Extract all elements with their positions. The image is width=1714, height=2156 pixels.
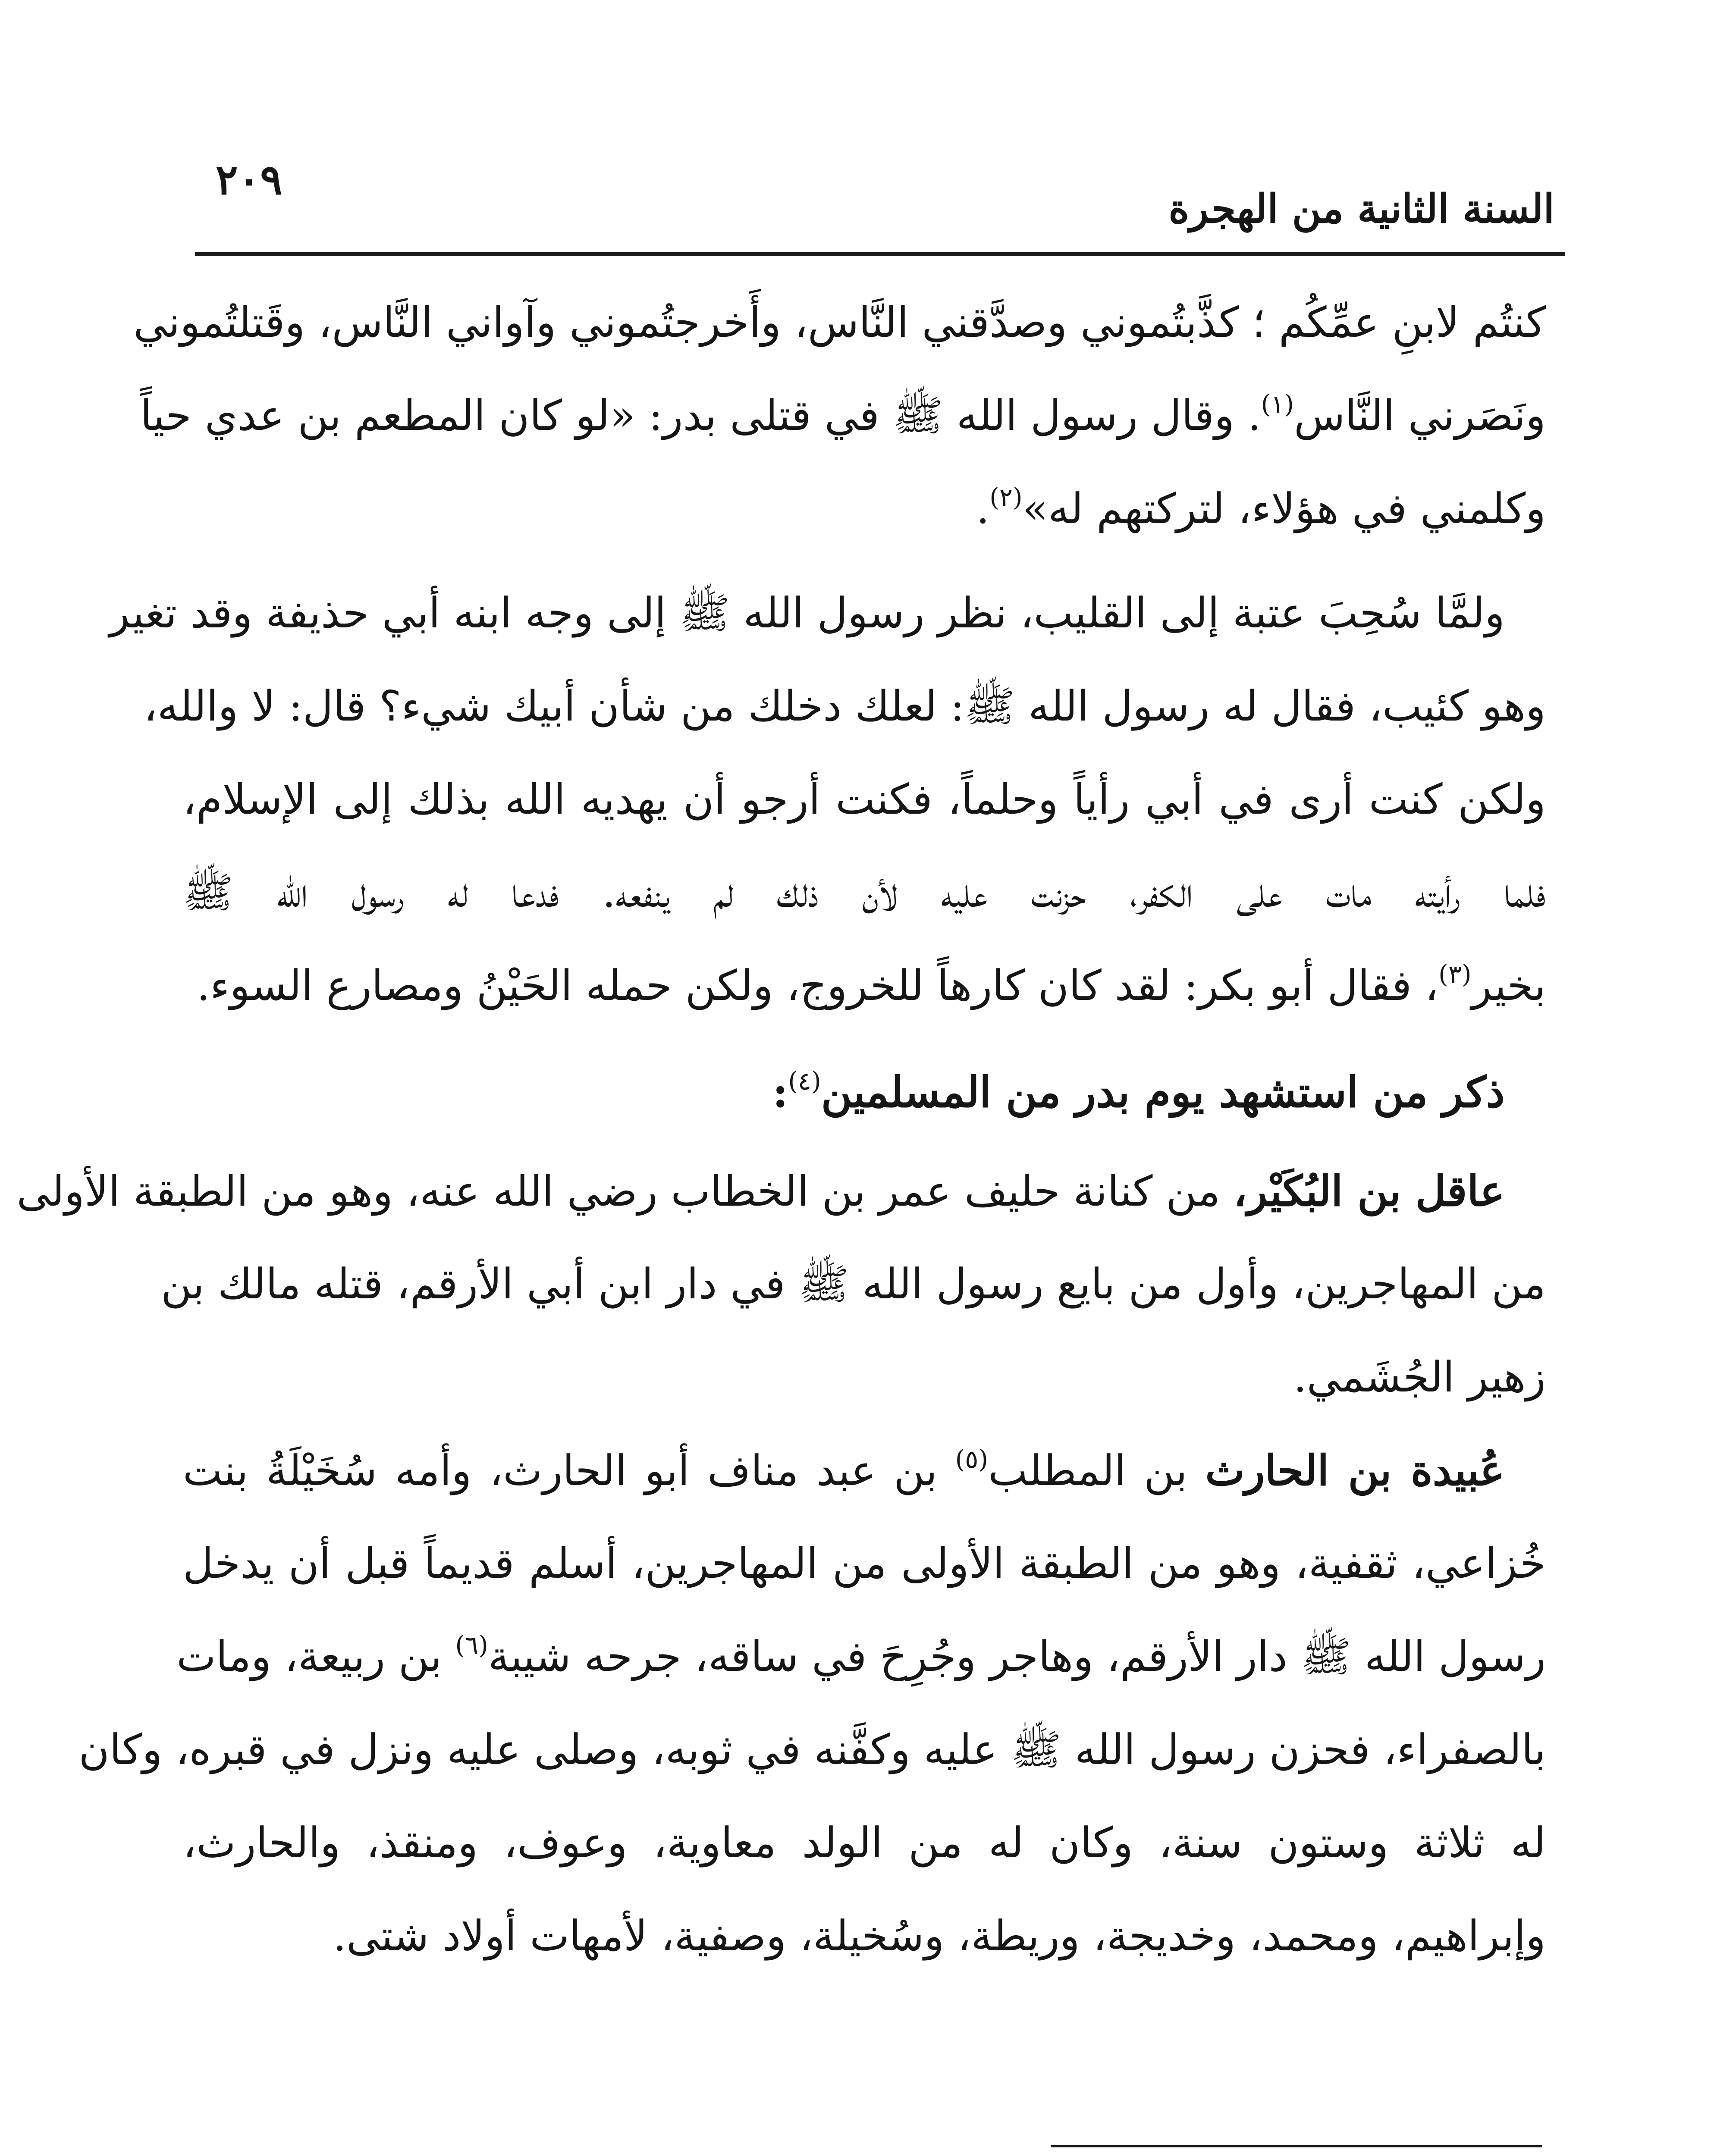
section-heading [183, 1041, 1546, 1144]
paragraph-3-line-3: زهير الجُشَمي. [1293, 1353, 1546, 1401]
text-run: بخير [1471, 961, 1546, 1010]
footnote-ref-3: (٣) [1438, 959, 1472, 989]
paragraph-1-line-2 [140, 369, 1546, 462]
text-run: وكلمني في هؤلاء، لتركتهم له» [1022, 484, 1546, 533]
paragraph-4-line-3 [176, 1610, 1546, 1703]
text-run: ، فقال أبو بكر: لقد كان كارهاً للخروج، ولكن حمله الحَيْنُ ومصارع السوء. [197, 961, 1439, 1010]
footnote-ref-5: (٥) [955, 1445, 989, 1474]
text-run: . [976, 484, 990, 533]
section-heading-text: ذكر من استشهد يوم بدر من المسلمين [821, 1068, 1505, 1117]
paragraph-4-line-5: له ثلاثة وستون سنة، وكان له من الولد معاوية، وعوف، ومنقذ، والحارث، [183, 1818, 1546, 1867]
paragraph-3-line-1 [16, 1144, 1546, 1238]
paragraph-2-line-4: فلما رأيته مات على الكفر، حزنت عليه لأن ذلك لم ينفعه. فدعا له رسول الله ﷺ [183, 868, 1546, 917]
footnote-separator [1051, 2145, 1542, 2147]
paragraph-2-line-2: وهو كئيب، فقال له رسول الله ﷺ: لعلك دخلك من شأن أبيك شيء؟ قال: لا والله، [144, 682, 1546, 730]
footnote-ref-4: (٤) [788, 1066, 821, 1096]
paragraph-3-line-2: من المهاجرين، وأول من بايع رسول الله ﷺ في دار ابن أبي الأرقم، قتله مالك بن [161, 1260, 1546, 1308]
footnote-ref-1: (١) [1261, 389, 1294, 419]
paragraph-4-line-2: خُزاعي، ثقفية، وهو من الطبقة الأولى من المهاجرين، أسلم قديماً قبل أن يدخل [183, 1539, 1546, 1588]
text-run: بن المطلب [988, 1446, 1205, 1495]
section-heading-colon: : [772, 1068, 788, 1117]
footnote-ref-6: (٦) [455, 1630, 488, 1660]
paragraph-4-line-1 [183, 1424, 1546, 1517]
text-run: بن ربيعة، ومات [176, 1632, 455, 1681]
running-title: السنة الثانية من الهجرة [1168, 185, 1554, 232]
paragraph-2-line-5 [183, 939, 1546, 1032]
header-rule [195, 252, 1565, 256]
page-number: ٢٠٩ [216, 155, 283, 204]
footnote-ref-2: (٢) [989, 483, 1023, 512]
person-name: عاقل بن البُكَيْر، [1233, 1166, 1505, 1216]
text-run: ونَصَرني النَّاس [1294, 391, 1546, 440]
text-run: بن عبد مناف أبو الحارث، وأمه سُخَيْلَةُ بنت [183, 1446, 955, 1495]
paragraph-1-line-1: كنتُم لابنِ عمِّكُم ؛ كذَّبتُموني وصدَّقني النَّاس، وأَخرجتُموني وآواني النَّاس، وقَتلتُموني [133, 298, 1546, 347]
text-run: من كنانة حليف عمر بن الخطاب رضي الله عنه، وهو من الطبقة الأولى [16, 1167, 1234, 1216]
text-run: . وقال رسول الله ﷺ في قتلى بدر: «لو كان المطعم بن عدي حياً [140, 391, 1261, 440]
paragraph-4-line-4: بالصفراء، فحزن رسول الله ﷺ عليه وكفَّنه في ثوبه، وصلى عليه ونزل في قبره، وكان [78, 1725, 1546, 1774]
text-run: رسول الله ﷺ دار الأرقم، وهاجر وجُرِحَ في ساقه، جرحه شيبة [488, 1632, 1546, 1681]
paragraph-1-line-3 [183, 462, 1546, 555]
paragraph-2-line-1: ولمَّا سُحِبَ عتبة إلى القليب، نظر رسول الله ﷺ إلى وجه ابنه أبي حذيفة وقد تغير [109, 589, 1505, 637]
main-text [16, 276, 1546, 1983]
paragraph-4-line-6: وإبراهيم، ومحمد، وخديجة، وريطة، وسُخيلة، وصفية، لأمهات أولاد شتى. [333, 1912, 1546, 1960]
person-name: عُبيدة بن الحارث [1205, 1446, 1505, 1495]
paragraph-2-line-3: ولكن كنت أرى في أبي رأياً وحلماً، فكنت أرجو أن يهديه الله بذلك إلى الإسلام، [183, 775, 1546, 824]
